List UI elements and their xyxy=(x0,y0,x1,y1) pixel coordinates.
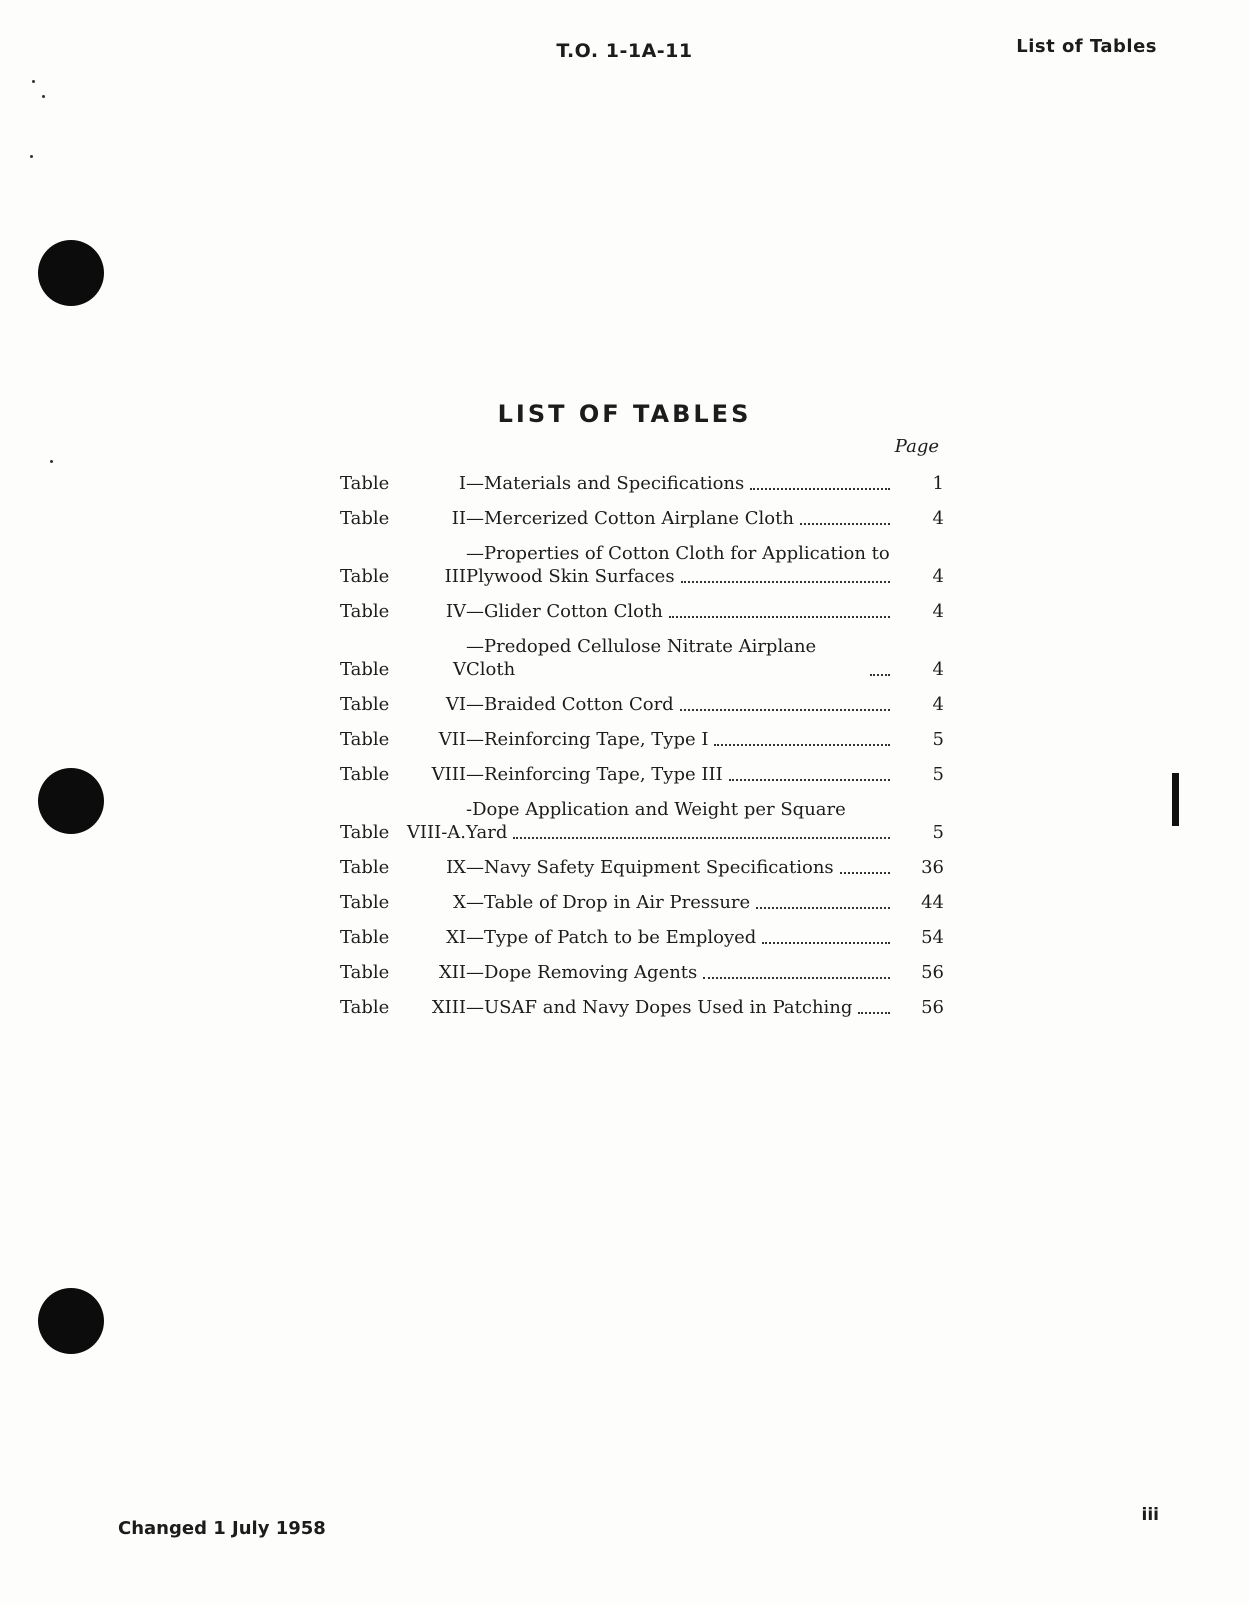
toc-entry-numeral: XIII xyxy=(431,997,466,1018)
toc-entry-label: Table xyxy=(340,694,390,715)
toc-entry xyxy=(340,728,944,751)
toc-entry-title: —Reinforcing Tape, Type I xyxy=(466,729,709,750)
page-column-label: Page xyxy=(894,436,939,457)
toc-entry-label: Table xyxy=(340,927,390,948)
toc-entry-numeral: I xyxy=(458,473,466,494)
toc-entry-title: —Braided Cotton Cord xyxy=(466,694,674,715)
toc-entry-label: Table xyxy=(340,508,390,529)
toc-entry-page: 4 xyxy=(932,566,944,587)
toc-entry-numeral: IV xyxy=(445,601,466,622)
scan-speck xyxy=(42,95,45,98)
toc-entry-label: Table xyxy=(340,997,390,1018)
toc-entry-numeral: IX xyxy=(446,857,466,878)
toc-entry xyxy=(340,891,944,914)
dot-leader xyxy=(800,523,890,525)
toc-entry-page: 56 xyxy=(921,997,944,1018)
dot-leader xyxy=(870,674,890,676)
dot-leader xyxy=(513,837,890,839)
scan-speck xyxy=(30,155,33,158)
toc-entry-title: —Dope Removing Agents xyxy=(466,962,698,983)
toc-entry-title: —Type of Patch to be Employed xyxy=(466,927,757,948)
toc-entry xyxy=(340,961,944,984)
section-title: List of Tables xyxy=(1016,36,1157,57)
toc-entry-numeral: VII xyxy=(438,729,466,750)
dot-leader xyxy=(762,942,890,944)
toc-entry-numeral: VI xyxy=(445,694,466,715)
dot-leader xyxy=(756,907,890,909)
dot-leader xyxy=(858,1012,890,1014)
toc-entry-page: 54 xyxy=(921,927,944,948)
toc-entry xyxy=(340,600,944,623)
toc-entry-page: 56 xyxy=(921,962,944,983)
toc-entry-label: Table xyxy=(340,566,390,587)
toc-entry-page: 5 xyxy=(932,729,944,750)
page-number: iii xyxy=(1141,1505,1159,1525)
toc-entry-numeral: VIII-A. xyxy=(406,822,466,843)
toc-entry-numeral: V xyxy=(453,659,466,680)
toc-entry-numeral: II xyxy=(451,508,466,529)
dot-leader xyxy=(840,872,890,874)
toc-entry-page: 4 xyxy=(932,694,944,715)
toc-entry-title-continued: Yard xyxy=(466,822,508,843)
toc-entry-numeral: III xyxy=(444,566,466,587)
toc-entry-page: 4 xyxy=(932,601,944,622)
toc-entry-label: Table xyxy=(340,822,390,843)
toc-entry xyxy=(340,693,944,716)
toc-entry-title: —Materials and Specifications xyxy=(466,473,745,494)
change-bar xyxy=(1172,773,1179,826)
toc-entry-title: —USAF and Navy Dopes Used in Patching xyxy=(466,997,853,1018)
toc-entry-title: —Properties of Cotton Cloth for Application to xyxy=(466,543,890,564)
toc-entry xyxy=(340,856,944,879)
toc-entry xyxy=(340,926,944,949)
toc-entry-page: 36 xyxy=(921,857,944,878)
toc-entry-page: 4 xyxy=(932,659,944,680)
dot-leader xyxy=(680,709,890,711)
binder-hole xyxy=(38,240,104,306)
binder-hole xyxy=(38,768,104,834)
toc-entry-title: —Navy Safety Equipment Specifications xyxy=(466,857,834,878)
binder-hole xyxy=(38,1288,104,1354)
toc-entry xyxy=(340,635,944,681)
toc-entry xyxy=(340,472,944,495)
scan-speck xyxy=(32,80,35,83)
toc-entry-title: —Table of Drop in Air Pressure xyxy=(466,892,751,913)
toc-entry-label: Table xyxy=(340,729,390,750)
toc-entry xyxy=(340,542,944,588)
table-of-tables xyxy=(340,472,944,1031)
toc-entry-label: Table xyxy=(340,659,390,680)
toc-entry-title-continued: Plywood Skin Surfaces xyxy=(466,566,675,587)
dot-leader xyxy=(669,616,890,618)
toc-entry-title: —Predoped Cellulose Nitrate Airplane Cloth xyxy=(466,636,817,680)
page-title: LIST OF TABLES xyxy=(497,400,752,428)
toc-entry-page: 5 xyxy=(932,764,944,785)
toc-entry-label: Table xyxy=(340,962,390,983)
toc-entry-title: —Glider Cotton Cloth xyxy=(466,601,663,622)
change-note: Changed 1 July 1958 xyxy=(118,1518,326,1539)
toc-entry-page: 1 xyxy=(932,473,944,494)
dot-leader xyxy=(729,779,890,781)
toc-entry-numeral: VIII xyxy=(431,764,466,785)
toc-entry-title: -Dope Application and Weight per Square xyxy=(466,799,846,820)
dot-leader xyxy=(714,744,890,746)
doc-number: T.O. 1-1A-11 xyxy=(556,40,693,62)
toc-entry-title: —Mercerized Cotton Airplane Cloth xyxy=(466,508,794,529)
toc-entry xyxy=(340,763,944,786)
toc-entry-label: Table xyxy=(340,764,390,785)
toc-entry-label: Table xyxy=(340,473,390,494)
toc-entry xyxy=(340,507,944,530)
dot-leader xyxy=(750,488,890,490)
toc-entry-page: 44 xyxy=(921,892,944,913)
toc-entry-page: 4 xyxy=(932,508,944,529)
toc-entry-title: —Reinforcing Tape, Type III xyxy=(466,764,723,785)
toc-entry-label: Table xyxy=(340,601,390,622)
toc-entry xyxy=(340,798,944,844)
toc-entry-label: Table xyxy=(340,857,390,878)
toc-entry-label: Table xyxy=(340,892,390,913)
toc-entry xyxy=(340,996,944,1019)
dot-leader xyxy=(681,581,890,583)
scan-speck xyxy=(50,460,53,463)
dot-leader xyxy=(703,977,890,979)
toc-entry-numeral: XI xyxy=(446,927,466,948)
toc-entry-page: 5 xyxy=(932,822,944,843)
toc-entry-numeral: X xyxy=(453,892,466,913)
toc-entry-numeral: XII xyxy=(438,962,466,983)
